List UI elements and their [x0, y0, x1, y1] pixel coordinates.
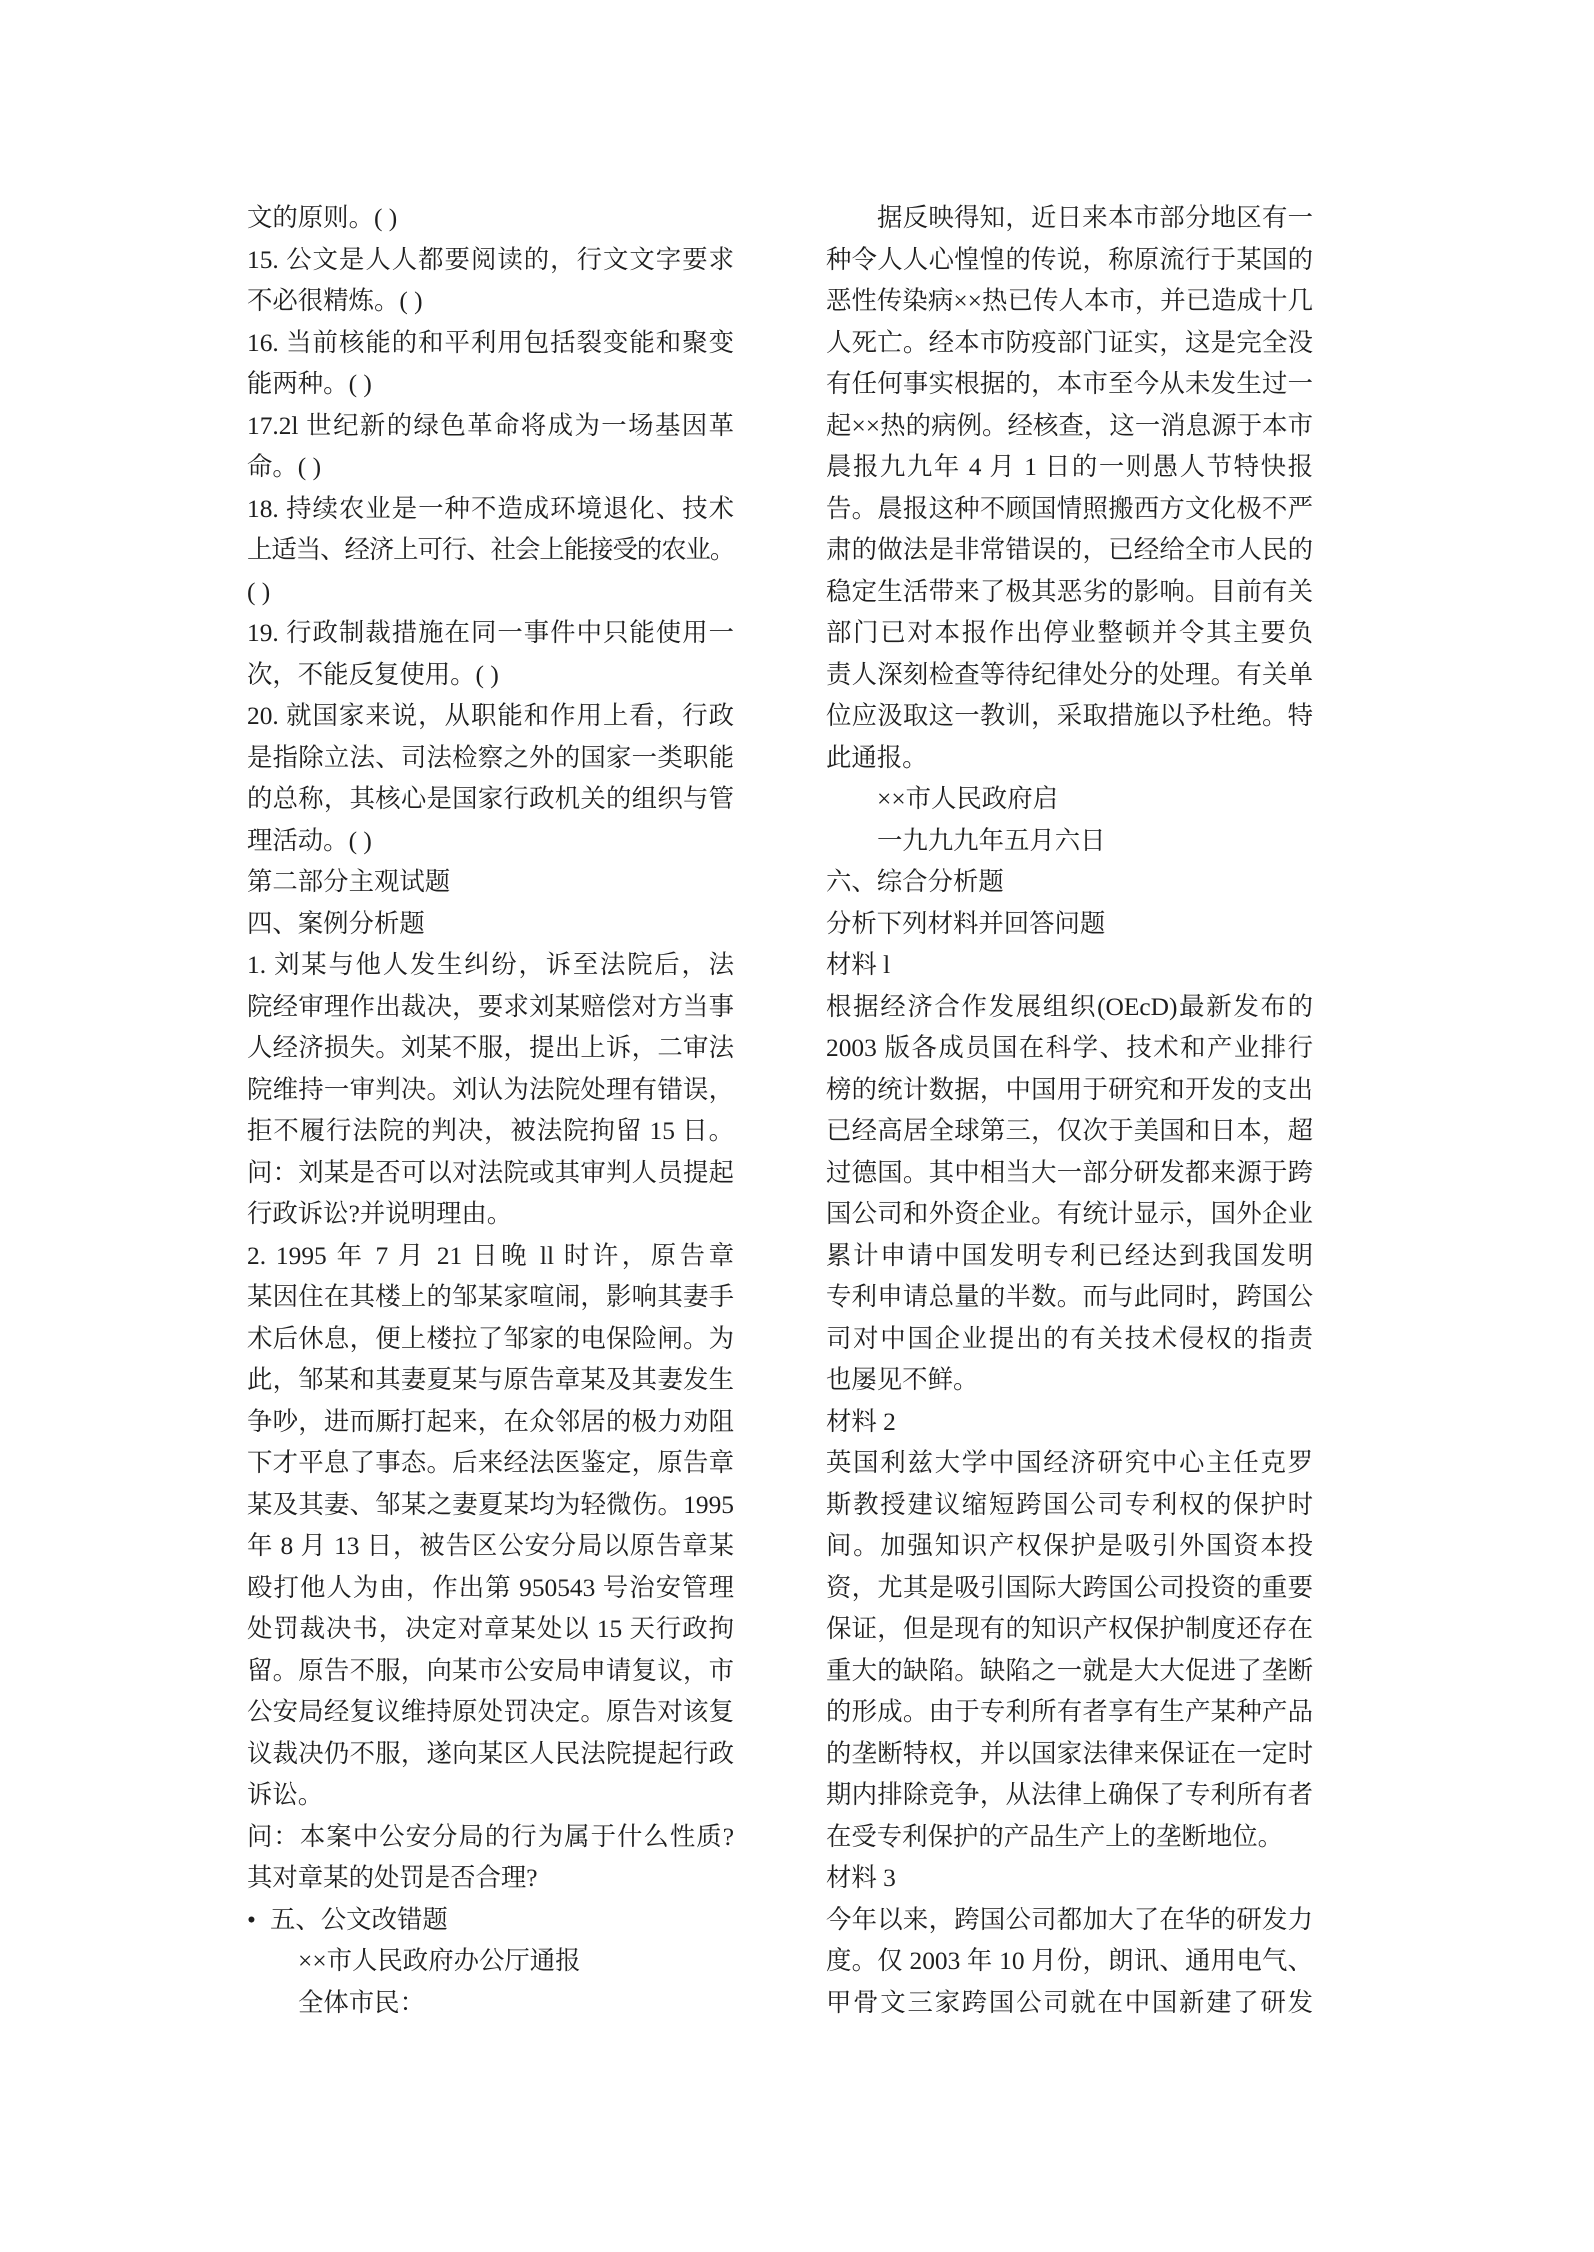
text-line: 在受专利保护的产品生产上的垄断地位。 [826, 1822, 1284, 1851]
text-line: 是指除立法、司法检察之外的国家一类职能 [247, 743, 734, 772]
text-line: 此通报。 [826, 743, 928, 772]
material-1 [826, 945, 1313, 1402]
section-6-instruction: 分析下列材料并回答问题 [826, 909, 1106, 938]
text-line: 其对章某的处罚是否合理? [247, 1864, 538, 1892]
text-line: 上适当、经济上可行、社会上能接受的农业。 [247, 536, 734, 564]
text-line: 争吵，进而厮打起来，在众邻居的极力劝阻 [247, 1407, 734, 1436]
text-line: 留。原告不服，向某市公安局申请复议，市 [247, 1656, 734, 1685]
notice-body [826, 198, 1313, 779]
material-label: 材料 l [826, 951, 891, 979]
text-line: 种令人人心惶惶的传说，称原流行于某国的 [826, 245, 1313, 274]
text-line: 有任何事实根据的，本市至今从未发生过一 [826, 370, 1313, 398]
text-line: 2003 版各成员国在科学、技术和产业排行 [826, 1034, 1313, 1062]
text-line: 下才平息了事态。后来经法医鉴定，原告章 [247, 1449, 734, 1477]
text-line: 的形成。由于专利所有者享有生产某种产品 [826, 1698, 1313, 1726]
text-line: 部门已对本报作出停业整顿并令其主要负 [826, 619, 1313, 647]
text-line: 榜的统计数据，中国用于研究和开发的支出 [826, 1075, 1313, 1104]
text-line: 院维持一审判决。刘认为法院处理有错误， [247, 1075, 734, 1104]
case-2-question [247, 1817, 734, 1900]
notice-date: 一九九九年五月六日 [877, 826, 1106, 855]
notice-signature: ××市人民政府启 [877, 785, 1058, 813]
text-line: 据反映得知，近日来本市部分地区有一 [877, 204, 1313, 232]
text-line: 度。仅 2003 年 10 月份，朗讯、通用电气、 [826, 1947, 1313, 1975]
text-line: 命。( ) [247, 453, 322, 481]
question-15 [247, 240, 734, 323]
text-line: 15. 公文是人人都要阅读的，行文文字要求 [247, 245, 734, 274]
question-17 [247, 406, 734, 489]
text-line: 肃的做法是非常错误的，已经给全市人民的 [826, 536, 1313, 564]
text-line: 行政诉讼?并说明理由。 [247, 1200, 513, 1228]
text-line: 英国利兹大学中国经济研究中心主任克罗 [826, 1449, 1313, 1477]
text-line: 18. 持续农业是一种不造成环境退化、技术 [247, 494, 734, 523]
text-line: 重大的缺陷。缺陷之一就是大大促进了垄断 [826, 1656, 1313, 1685]
text-line: 处罚裁决书，决定对章某处以 15 天行政拘 [247, 1615, 734, 1643]
section-5-heading-row [247, 1900, 734, 1942]
material-3 [826, 1858, 1313, 2024]
text-line: 斯教授建议缩短跨国公司专利权的保护时 [826, 1490, 1313, 1519]
right-column [826, 198, 1313, 2024]
notice-title: ××市人民政府办公厅通报 [298, 1947, 581, 1975]
case-1 [247, 945, 734, 1236]
text-line: 1. 刘某与他人发生纠纷，诉至法院后，法 [247, 951, 734, 979]
material-label: 材料 2 [826, 1407, 896, 1436]
text-line: 资，尤其是吸引国际大跨国公司投资的重要 [826, 1573, 1313, 1602]
section-5-heading: 五、公文改错题 [270, 1905, 448, 1934]
text-line: 此，邹某和其妻夏某与原告章某及其妻发生 [247, 1366, 734, 1394]
text-line: 累计申请中国发明专利已经达到我国发明 [826, 1241, 1313, 1270]
question-19 [247, 613, 734, 696]
text-line: 晨报九九年 4 月 1 日的一则愚人节特快报 [826, 453, 1313, 481]
text-line: 专利申请总量的半数。而与此同时，跨国公 [826, 1283, 1313, 1311]
text-line: ( ) [247, 577, 271, 606]
left-column [247, 198, 734, 2024]
bullet-icon: • [247, 1905, 256, 1934]
case-2 [247, 1236, 734, 1900]
text-line: 院经审理作出裁决，要求刘某赔偿对方当事 [247, 992, 734, 1021]
text-line: 能两种。( ) [247, 370, 372, 398]
section-6-heading: 六、综合分析题 [826, 868, 1004, 896]
text-line: 的总称，其核心是国家行政机关的组织与管 [247, 785, 734, 813]
text-line: 保证，但是现有的知识产权保护制度还存在 [826, 1615, 1313, 1643]
text-line: 位应汲取这一教训，采取措施以予杜绝。特 [826, 702, 1313, 730]
text-line: 诉讼。 [247, 1781, 324, 1809]
text-line: 拒不履行法院的判决，被法院拘留 15 日。 [247, 1117, 734, 1145]
text-line: 恶性传染病××热已传人本市，并已造成十几 [826, 287, 1313, 315]
question-20 [247, 696, 734, 862]
text-line: 16. 当前核能的和平利用包括裂变能和聚变 [247, 328, 734, 357]
text-line: 已经高居全球第三，仅次于美国和日本，超 [826, 1117, 1313, 1145]
text-line: 期内排除竞争，从法律上确保了专利所有者 [826, 1781, 1313, 1809]
text-line: 责人深刻检查等待纪律处分的处理。有关单 [826, 660, 1313, 689]
question-16 [247, 323, 734, 406]
text-line: 问：本案中公安分局的行为属于什么性质? [247, 1822, 734, 1851]
text-line: 起××热的病例。经核查，这一消息源于本市 [826, 411, 1313, 440]
text-line: 也屡见不鲜。 [826, 1366, 979, 1394]
text-line: 稳定生活带来了极其恶劣的影响。目前有关 [826, 577, 1313, 606]
text-line: 甲骨文三家跨国公司就在中国新建了研发 [826, 1988, 1313, 2017]
question-14-continuation [247, 198, 734, 240]
text-line: 国公司和外资企业。有统计显示，国外企业 [826, 1200, 1313, 1228]
text-line: 20. 就国家来说，从职能和作用上看，行政 [247, 702, 734, 730]
text-line: 年 8 月 13 日，被告区公安分局以原告章某 [247, 1532, 734, 1560]
text-line: 议裁决仍不服，遂向某区人民法院提起行政 [247, 1739, 734, 1768]
text-line: 17.2l 世纪新的绿色革命将成为一场基因革 [247, 411, 734, 440]
text-line: 公安局经复议维持原处罚决定。原告对该复 [247, 1698, 734, 1726]
text-line: 某因住在其楼上的邹某家喧闹，影响其妻手 [247, 1283, 734, 1311]
case-1-question [247, 1153, 734, 1236]
notice-salutation: 全体市民： [298, 1988, 425, 2017]
text-line: 今年以来，跨国公司都加大了在华的研发力 [826, 1905, 1313, 1934]
text-line: 人经济损失。刘某不服，提出上诉，二审法 [247, 1034, 734, 1062]
text-line: 2. 1995 年 7 月 21 日晚 ll 时许，原告章 [247, 1241, 734, 1270]
part-2-heading: 第二部分主观试题 [247, 868, 451, 896]
material-2 [826, 1402, 1313, 1859]
question-18 [247, 489, 734, 614]
text-line: 文的原则。( ) [247, 204, 398, 232]
text-line: 司对中国企业提出的有关技术侵权的指责 [826, 1324, 1313, 1353]
text-line: 19. 行政制裁措施在同一事件中只能使用一 [247, 619, 734, 647]
case-1-body [247, 945, 734, 1153]
text-line: 问：刘某是否可以对法院或其审判人员提起 [247, 1158, 734, 1187]
text-line: 次，不能反复使用。( ) [247, 660, 499, 689]
text-line: 告。晨报这种不顾国情照搬西方文化极不严 [826, 494, 1313, 523]
section-4-heading: 四、案例分析题 [247, 909, 425, 938]
material-label: 材料 3 [826, 1864, 896, 1892]
text-line: 根据经济合作发展组织(OEcD)最新发布的 [826, 992, 1313, 1021]
text-line: 不必很精炼。( ) [247, 287, 423, 315]
text-line: 的垄断特权，并以国家法律来保证在一定时 [826, 1739, 1313, 1768]
text-line: 过德国。其中相当大一部分研发都来源于跨 [826, 1158, 1313, 1187]
text-line: 术后休息，便上楼拉了邹家的电保险闸。为 [247, 1324, 734, 1353]
case-2-body [247, 1236, 734, 1817]
text-line: 某及其妻、邹某之妻夏某均为轻微伤。1995 [247, 1490, 734, 1519]
text-line: 人死亡。经本市防疫部门证实，这是完全没 [826, 328, 1313, 357]
text-line: 理活动。( ) [247, 826, 372, 855]
text-line: 间。加强知识产权保护是吸引外国资本投 [826, 1532, 1313, 1560]
text-line: 殴打他人为由，作出第 950543 号治安管理 [247, 1573, 734, 1602]
